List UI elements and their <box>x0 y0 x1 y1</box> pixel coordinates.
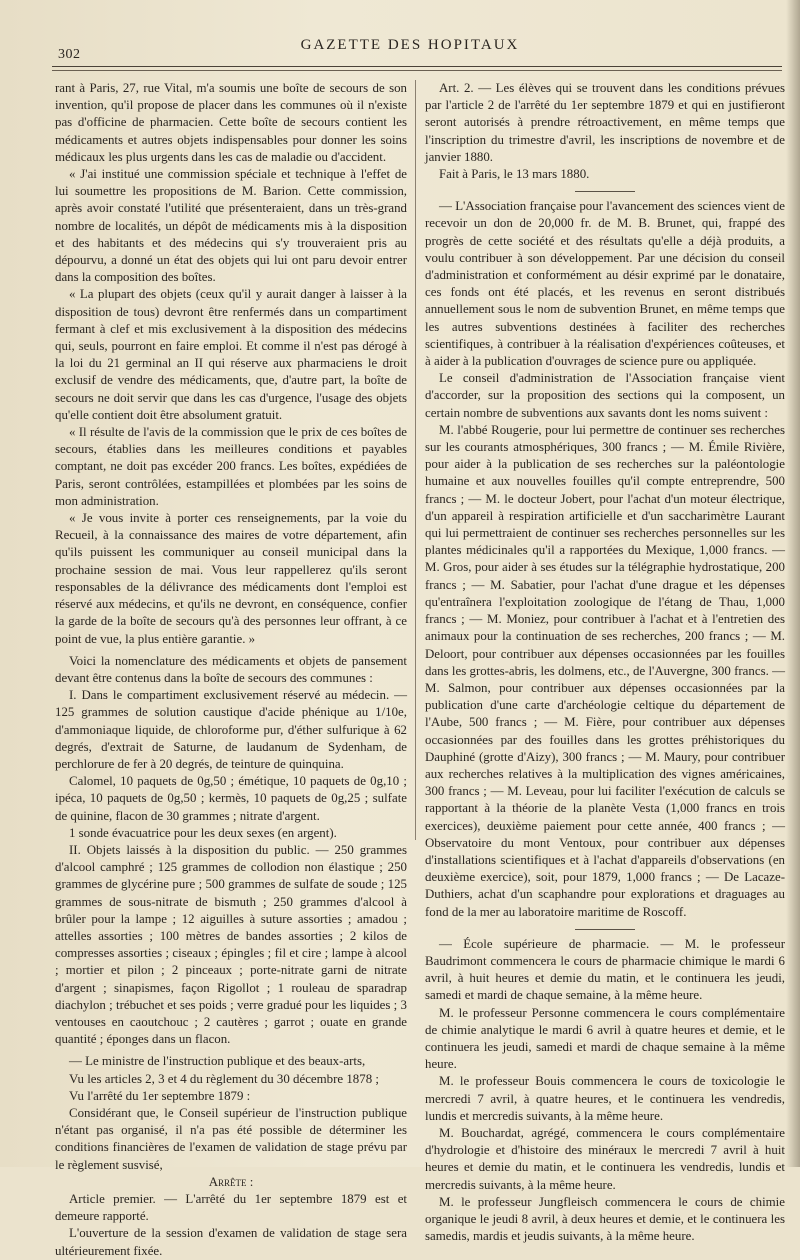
paragraph: M. le professeur Personne commencera le cours complémentaire de chimie analytique le mardi 6 avril à quatre heures et demie, et le continuera les jeudi, samedi et mardi de chaque semaine à la même heure. <box>425 1005 785 1072</box>
paragraph: « Je vous invite à porter ces renseignements, par la voie du Recueil, à la connaissance des maires de votre département, afin qu'ils puissent les communiquer au conseil municipal dans la prochaine session de mai. Vous leur rappellerez qu'ils seront responsables de la délivrance des médicaments dont l'emploi est réservé aux médecins, et qu'ils ne devront, en conséquence, confier la garde de la boîte de secours qu'à des personnes leur offrant, à ce point de vue, la plus entière garantie. » <box>55 511 407 646</box>
paragraph: — L'Association française pour l'avancement des sciences vient de recevoir un don de 20,000 fr. de M. B. Brunet, qui, frappé des progrès de cette société et des résultats qu'elle a déjà produits, a voulu contribuer à son développement. Par une décision du conseil d'administration et conformément au désir exprimé par le donataire, ces fonds ont été placés, et les revenus en seront distribués annuellement sous le nom de subvention Brunet, en même temps que les autres subventions destinées à faciliter des recherches scientifiques, à contribuer à la réalisation d'expériences coûteuses, et à aider à la publication d'ouvrages de science pure ou appliquée. <box>425 199 785 369</box>
paragraph: M. l'abbé Rougerie, pour lui permettre de continuer ses recherches sur les courants atmosphériques, 300 francs ; — M. Émile Rivière, pour aider à la publication de ses recherches sur la paléontologie humaine et aux nouvelles fouilles qu'il compte entreprendre, 500 francs ; — M. le docteur Jobert, pour l'achat d'un moteur électrique, d'un appareil à respiration artificielle et d'un saccharimètre Laurant qui lui permettraient de continuer ses recherches personnelles sur les plantes médicinales qu'il a rapportées du Mexique, 1,000 francs. — M. Gros, pour aider à ses études sur la télégraphie hydrostatique, 200 francs ; — M. Sabatier, pour l'achat d'une drague et les dépenses qu'entraînera l'exploitation zoologique de l'étang de Thau, 1,000 francs ; — M. Moniez, pour contribuer à l'achat et à l'entretien des animaux pour la continuation de ses recherches, 200 francs ; — M. Deloort, pour contribuer aux dépenses occasionnées par les fouilles dans les grottes-abris, les dolmens, etc., de l'Auvergne, 300 francs. — M. Salmon, pour contribuer aux dépenses occasionnées par la publication d'une carte d'archéologie celtique du département de l'Aube, 500 francs ; — M. Fière, pour contribuer aux dépenses occasionnées par des fouilles dans les grottes préhistoriques du Dauphiné (grotte d'Aizy), 300 francs ; — M. Maury, pour contribuer aux recherches relatives à la multiplication des vignes américaines, 300 francs ; — M. Leveau, pour lui faciliter l'exécution de calculs se rapportant à la théorie de la planète Vesta (1,000 francs en trois exercices), deuxième paiement pour cette année, 400 francs ; — Observatoire du mont Ventoux, pour contribuer aux dépenses d'installations scientifiques et à l'achat d'appareils d'observations (en deuxième exercice), soit, pour 1879, 1,000 francs ; — De Lacaze-Duthiers, achat d'un scaphandre pour explorations et draguages au fond de la mer au laboratoire maritime de Roscoff. <box>425 422 785 919</box>
header-rule <box>52 66 782 67</box>
right-column <box>425 80 785 1245</box>
paragraph: Vu les articles 2, 3 et 4 du règlement du 30 décembre 1878 ; <box>69 1071 379 1086</box>
paragraph: « J'ai institué une commission spéciale et technique à l'effet de lui soumettre les propositions de M. Barion. Cette commission, après avoir constaté l'utilité que présenteraient, dans un très-grand nombre de localités, un dépôt de médicaments mis à la disposition et des habitants et des médecins qui s'y trouveraient pris au dépourvu, a donné un état des objets qui lui ont paru devoir entrer dans la composition des boîtes. <box>55 167 407 285</box>
section-separator <box>575 929 635 930</box>
paragraph: Calomel, 10 paquets de 0g,50 ; émétique, 10 paquets de 0g,10 ; ipéca, 10 paquets de 0g,50 ; kermès, 10 paquets de 0g,25 ; sulfate de quinine, flacon de 30 grammes ; nitrate d'argent. <box>55 774 407 823</box>
paragraph: — Le ministre de l'instruction publique et des beaux-arts, <box>69 1054 366 1069</box>
paragraph: Considérant que, le Conseil supérieur de l'instruction publique n'étant pas organisé, il n'a pas été possible de déterminer les conditions financières de l'examen de validation de stage prévu par le règlement susvisé, <box>55 1105 407 1172</box>
paragraph: M. le professeur Jungfleisch commencera le cours de chimie organique le jeudi 8 avril, à deux heures et demie, et le continuera les samedis, mardis et jeudis suivants, à la même heure. <box>425 1194 785 1244</box>
paragraph: « La plupart des objets (ceux qu'il y aurait danger à laisser à la disposition de tous) devront être renfermés dans un compartiment fermant à clef et mis exclusivement à la disposition des médecins qui, seuls, pourront en faire emploi. Et comme il n'est pas dérogé à la loi du 21 germinal an II qui réserve aux pharmaciens le droit exclusif de vendre des médicaments, que, d'autre part, la boîte de secours ne doit servir que dans les cas d'urgence, l'usage des objets qu'elle contient doit être absolument gratuit. <box>55 287 407 422</box>
paragraph: L'ouverture de la session d'examen de validation de stage sera ultérieurement fixée. <box>55 1226 407 1258</box>
paragraph: Vu l'arrêté du 1er septembre 1879 : <box>69 1088 251 1103</box>
paragraph: rant à Paris, 27, rue Vital, m'a soumis une boîte de secours de son invention, qu'il propose de placer dans les communes où il n'existe pas d'officine de pharmacien. Cette boîte de secours contient les médicaments et autres objets indispensables pour donner les soins médicaux les plus urgents dans les cas de maladie ou d'accident. <box>55 81 407 164</box>
page-number: 302 <box>58 47 81 62</box>
paragraph: Fait à Paris, le 13 mars 1880. <box>439 167 590 182</box>
page-edge-shadow <box>786 0 800 1167</box>
paragraph: Voici la nomenclature des médicaments et objets de pansement devant être contenus dans la boîte de secours des communes : <box>55 653 407 685</box>
paragraph: Art. 2. — Les élèves qui se trouvent dans les conditions prévues par l'article 2 de l'arrêté du 1er septembre 1879 et qui en justifieront seront autorisés à prendre rétroactivement, en même temps que l'inscription du trimestre d'avril, les inscriptions de novembre et de janvier 1880. <box>425 81 785 164</box>
left-column <box>55 80 407 1260</box>
paragraph: M. Bouchardat, agrégé, commencera le cours complémentaire d'hydrologie et d'histoire des minéraux le mercredi 7 avril à huit heures et demie du matin, et le continuera les vendredis, lundis et mercredis suivants, à la même heure. <box>425 1125 785 1192</box>
paragraph: 1 sonde évacuatrice pour les deux sexes (en argent). <box>69 825 337 840</box>
paragraph: Article premier. — L'arrêté du 1er septembre 1879 est et demeure rapporté. <box>55 1192 407 1224</box>
header-rule-secondary <box>52 70 782 71</box>
decree-heading: Arrête : <box>208 1174 254 1189</box>
paragraph: M. le professeur Bouis commencera le cours de toxicologie le mercredi 7 avril, à quatre heures, et le continuera les vendredis, lundis et mercredis suivants, à la même heure. <box>425 1074 785 1123</box>
paragraph: « Il résulte de l'avis de la commission que le prix de ces boîtes de secours, établies dans les meilleures conditions et payables comptant, ne doit pas excéder 200 francs. Les boîtes, expédiées de Paris, seront contrôlées, estampillées et plombées par les soins de mon administration. <box>55 425 407 508</box>
column-divider <box>415 80 416 840</box>
paragraph: Le conseil d'administration de l'Association française vient d'accorder, sur la proposition des sections qui la composent, un certain nombre de subventions aux savants dont les noms suivent : <box>425 371 785 420</box>
section-separator <box>575 191 635 192</box>
paragraph: I. Dans le compartiment exclusivement réservé au médecin. — 125 grammes de solution caustique d'acide phénique au 1/10e, d'ammoniaque liquide, de chloroforme pur, d'éther sulfurique à 62 degrés, d'extrait de Saturne, de laudanum de Sydenham, de perchlorure de fer à 20 degrés, de teinture de quinquina. <box>55 688 407 771</box>
paragraph: II. Objets laissés à la disposition du public. — 250 grammes d'alcool camphré ; 125 grammes de collodion non élastique ; 250 grammes de glycérine pure ; 500 grammes de sulfate de soude ; 125 grammes de sous-nitrate de bismuth ; 250 grammes d'alcool à brûler pour la lampe ; 12 aiguilles à suture assorties ; amadou ; attelles assorties ; 100 mètres de bandes assorties ; 2 kilos de compresses assorties ; ciseaux ; épingles ; fil et cire ; lampe à alcool ; mortier et pilon ; 2 pinceaux ; porte-nitrate garni de nitrate d'argent ; sinapismes, façon Rigollot ; 1 rouleau de sparadrap diachylon ; trébuchet et ses poids ; verre gradué pour les liquides ; 3 ventouses en caoutchouc ; 2 cautères ; garrot ; ouate en grande quantité ; éponges dans un flacon. <box>55 842 407 1047</box>
running-head-title: GAZETTE DES HOPITAUX <box>300 37 520 53</box>
paragraph: — École supérieure de pharmacie. — M. le professeur Baudrimont commencera le cours de pharmacie chimique le mardi 6 avril, à huit heures et demie du matin, et le continuera les jeudi, samedi et mardi de chaque semaine, à la même heure. <box>425 936 785 1003</box>
